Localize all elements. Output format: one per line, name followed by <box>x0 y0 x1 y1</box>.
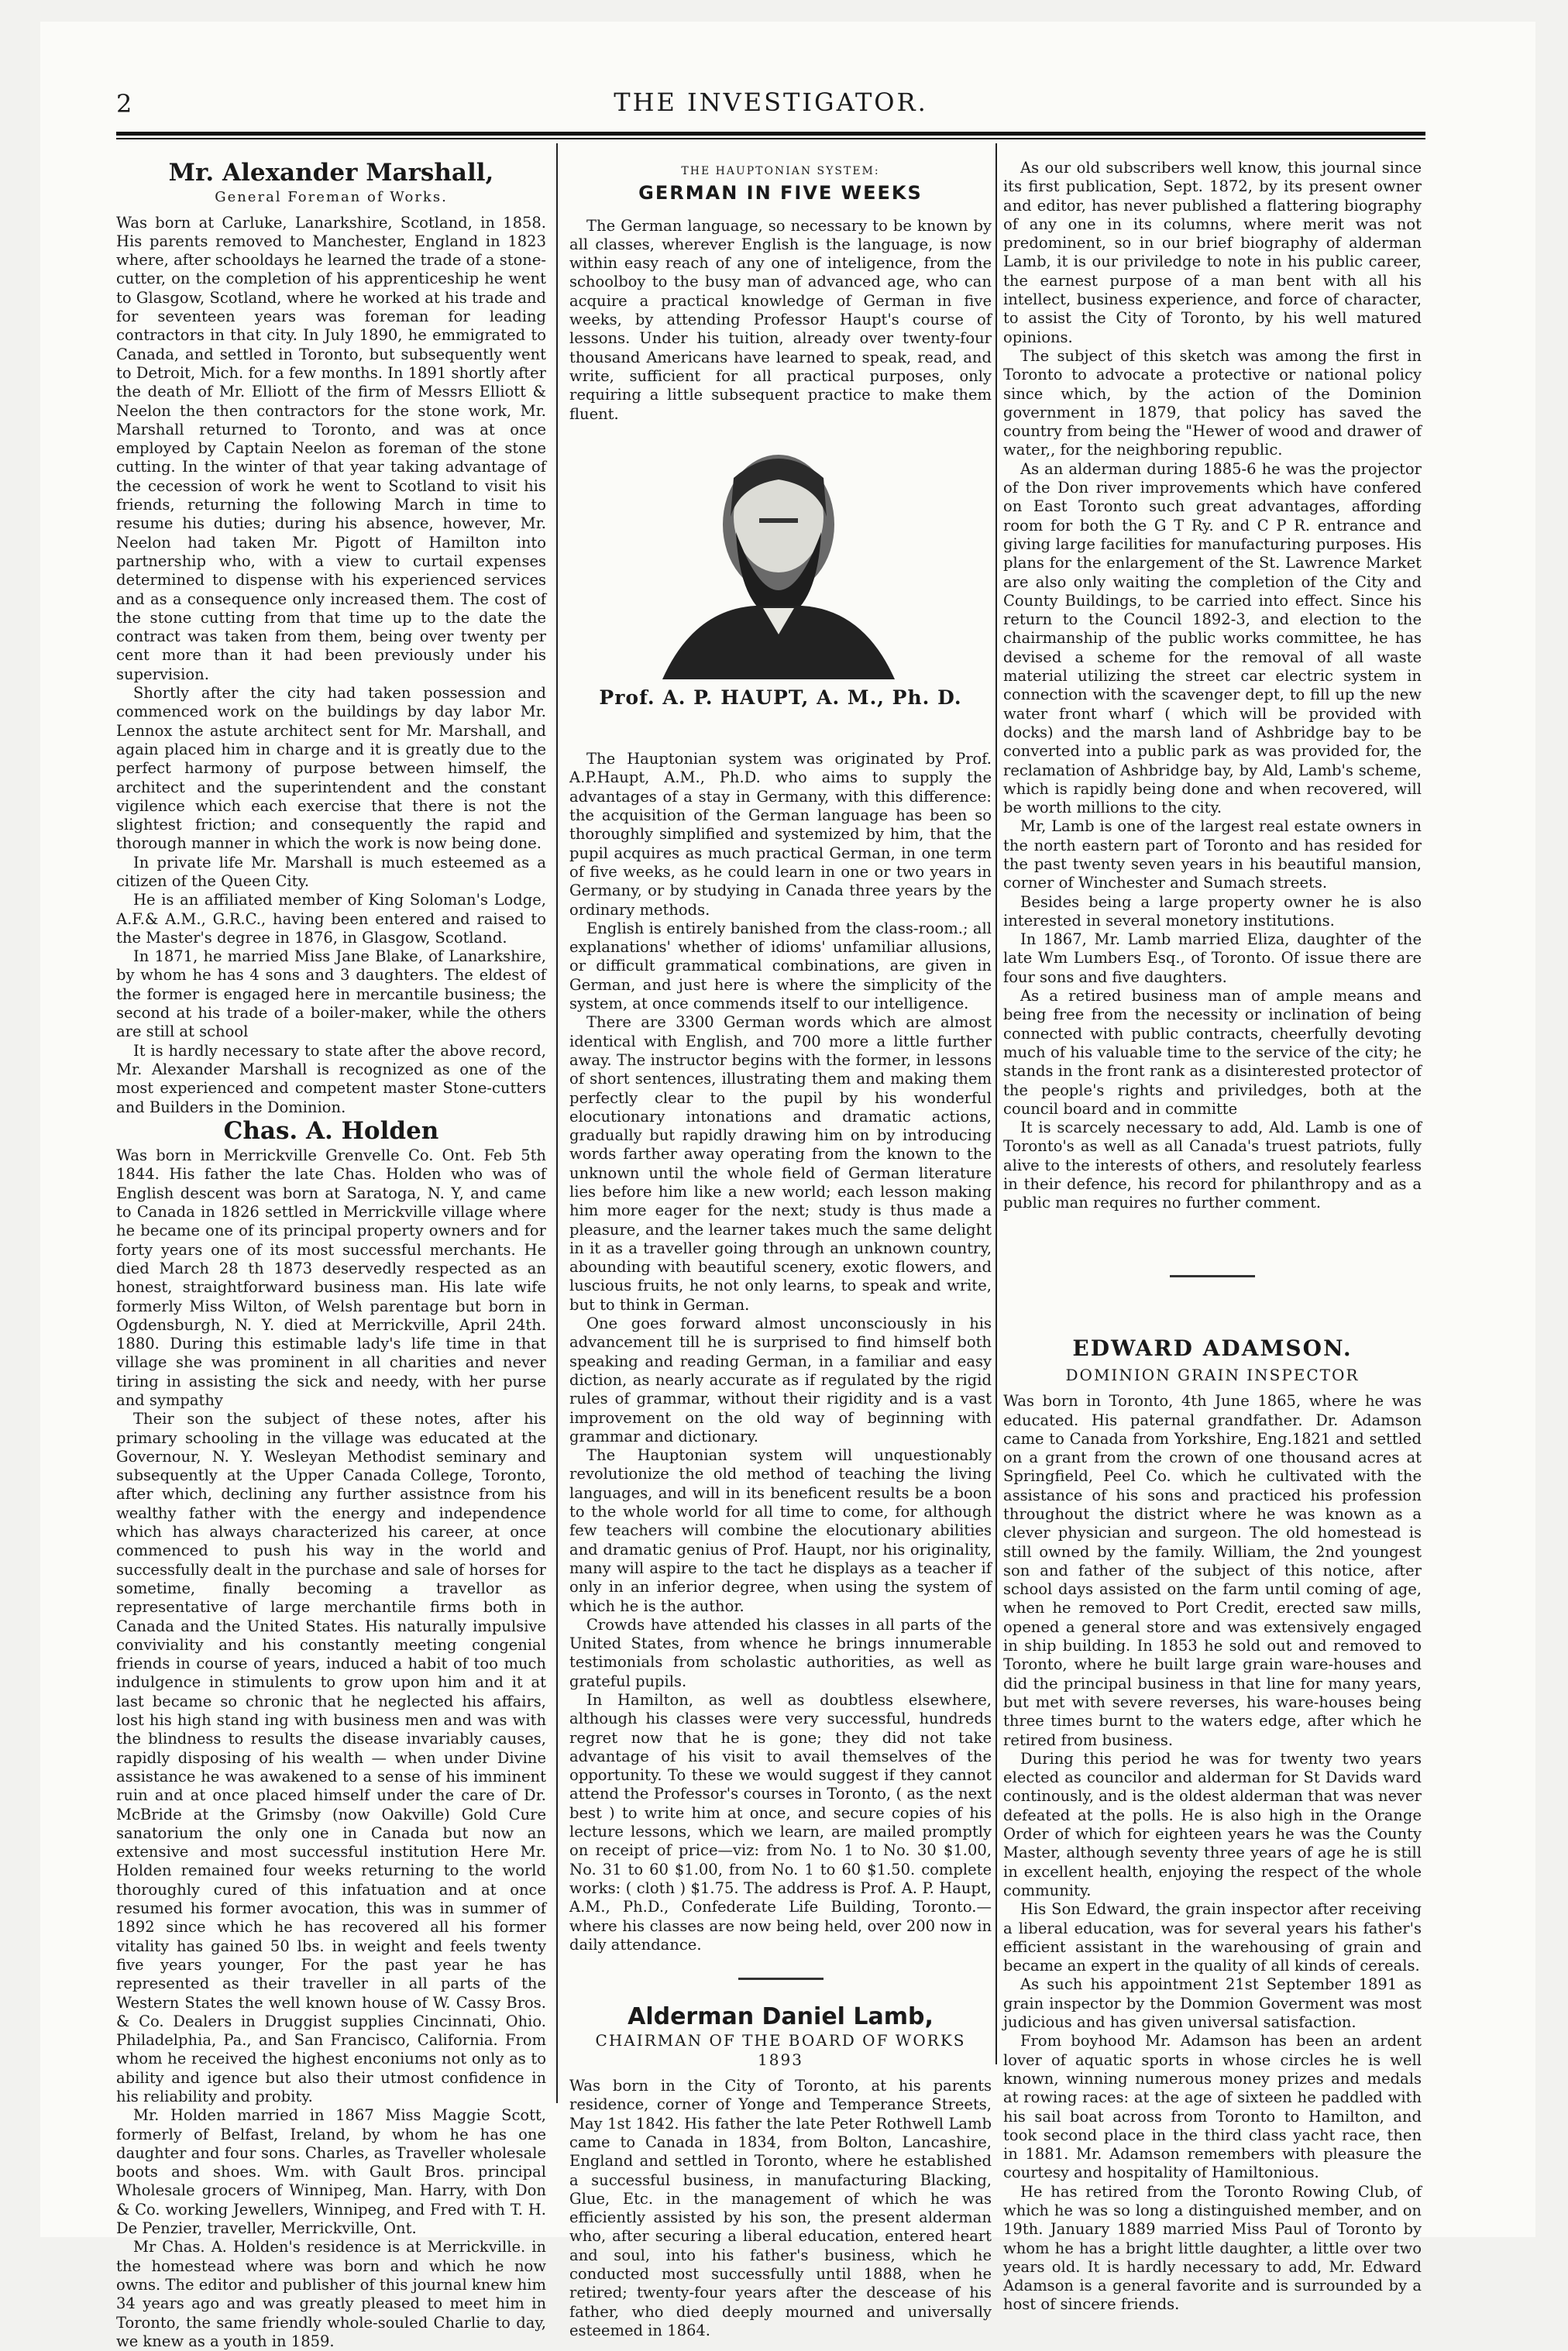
adamson-paragraph: His Son Edward, the grain inspector after receiving a liberal education, was for several years his father's efficient assistant in the warehousing of grain and became an expert in the quality of all kinds of cereals. <box>1003 1900 1422 1975</box>
column-left <box>116 159 546 2351</box>
lamb-paragraph: Was born in the City of Toronto, at his parents residence, corner of Yonge and Temperance Streets, May 1st 1842. His father the late Peter Rothwell Lamb came to Canada in 1834, from Bolton, Lancashire, England and settled in Toronto, where he established a successful business, in manufacturing Blacking, Glue, Etc. in the management of which he was efficiently assisted by his son, the present alderman who, after securing a liberal education, entered heart and soul, into his father's business, which he conducted most successfully until 1888, when he retired; twenty-four years after the descease of his father, who died deeply mourned and universally esteemed in 1864. <box>569 2077 992 2339</box>
lamb-continued-paragraph: The subject of this sketch was among the first in Toronto to advocate a protective or national policy since which, by the action of the Dominion government in 1879, that policy has saved the country from being the "Hewer of wood and drawer of water,, for the neighboring republic. <box>1003 346 1422 459</box>
lamb-continued-paragraph: As our old subscribers well know, this journal since its first publication, Sept. 1872, by its present owner and editor, has never published a flattering biography of any one in its columns, where merit was not predominent, so in our brief biography of alderman Lamb, it is our priviledge to note in his public career, the earnest purpose of a man bent with all his intellect, business experience, and force of character, to assist the City of Toronto, by his well matured opinions. <box>1003 159 1422 346</box>
column-rule-1 <box>556 143 558 2103</box>
page-number: 2 <box>116 89 132 119</box>
article-title-lamb: Alderman Daniel Lamb, <box>628 2003 934 2031</box>
holden-paragraph: Their son the subject of these notes, after his primary schooling in the village was educated at the Governour, N. Y. Wesleyan Methodist seminary and subsequently at the Upper Canada College, Toronto, after which, declining any further assistnce from his wealthy father with the energy and independence which has always characterized his career, at once commenced to push his way in the world and successfully dealt in the purchase and sale of horses for sometime, finally becoming a travellor as representative of large merchantile firms both in Canada and the United States. His naturally impulsive conviviality and his constantly meeting congenial friends in course of years, induced a habit of too much indulgence in stimulents to grow upon him and it at last became so chronic that he neglected his affairs, lost his high stand ing with business men and was with the blindness to results the disease invariably causes, rapidly disposing of his wealth — when under Divine assistance he was awakened to a sense of his imminent ruin and at once placed himself under the care of Dr. McBride at the Grimsby (now Oakville) Gold Cure sanatorium the only one in Canada but now an extensive and most successful institution Here Mr. Holden remained four weeks returning to the world thoroughly cured of this infatuation and at once resumed his former avocation, this was in summer of 1892 since which he has recovered all his former vitality has gained 50 lbs. in weight and feels twenty five years younger, For the past year he has represented as their traveller in all parts of the Western States the well known house of W. Cassy Bros. & Co. Dealers in Druggist supplies Cincinnati, Ohio. Philadelphia, Pa., and San Francisco, California. From whom he received the highest enconiums not only as to ability and igence but also their utmost confidence in his reliability and probity. <box>116 1410 546 2105</box>
masthead: THE INVESTIGATOR. <box>614 88 928 117</box>
german-intro: The German language, so necessary to be known by all classes, wherever English is the language, is now within easy reach of any one of inteligence, from the schoolboy to the busy man of advanced age, who can acquire a practical knowledge of German in five weeks, by attending Professor Haupt's course of lessons. Under his tuition, already over twenty-four thousand Americans have learned to speak, read, and write, sufficient for all practical purposes, only requiring a little subsequent practice to make them fluent. <box>569 216 992 423</box>
article-title-adamson: EDWARD ADAMSON. <box>1072 1335 1353 1361</box>
article-subtitle-adamson: DOMINION GRAIN INSPECTOR <box>1065 1365 1360 1384</box>
german-paragraph: The Hauptonian system was originated by Prof. A.P.Haupt, A.M., Ph.D. who aims to supply the advantages of a stay in Germany, with this difference: the acquisition of the German language has been so thoroughly simplified and systemized by him, that the pupil acquires as much practical German, in one term of five weeks, as he could learn in one or two years in Germany, or by studying in Canada three years by the ordinary methods. <box>569 750 992 919</box>
adamson-paragraph: As such his appointment 21st September 1891 as grain inspector by the Dommion Goverment was most judicious and has given universal satisfaction. <box>1003 1975 1422 2032</box>
article-title-german: GERMAN IN FIVE WEEKS <box>638 182 923 205</box>
marshall-paragraph: Shortly after the city had taken possession and commenced work on the buildings by day labor Mr. Lennox the astute architect sent for Mr. Marshall, and again placed him in charge and it is greatly due to the perfect harmony of purpose between himself, the architect and the superintendent and the constant vigilence which each exercise that there is not the slightest friction; and consequently the rapid and thorough manner in which the work is now being done. <box>116 684 546 853</box>
article-subtitle-lamb: CHAIRMAN OF THE BOARD OF WORKS 1893 <box>595 2031 966 2069</box>
german-paragraph: English is entirely banished from the class-room.; all explanations' whether of idioms' unfamiliar allusions, or difficult grammatical combinations, are given in German, and just here is where the simplicity of the system, at once commends itself to our intelligence. <box>569 919 992 1013</box>
lamb-continued-paragraph: As an alderman during 1885-6 he was the projector of the Don river improvements which have confered on East Toronto such great advantages, affording room for both the G T Ry. and C P R. entrance and giving large facilities for manufacturing purposes. His plans for the enlargement of the St. Lawrence Market are also only waiting the completion of the City and County Buildings, to be carried into effect. Since his return to the Council 1892-3, and election to the chairmanship of the public works committee, he has devised a scheme for the removal of all waste material utilizing the street car electric system in connection with the scavenger dept, to fill up the new water front wharf ( which will be provided with docks) and the marsh land of Ashbridge bay to be converted into a public park as was provided for, the reclamation of Ashbridge bay, by Ald, Lamb's scheme, which is rapidly being done and when recovered, will be worth millions to the city. <box>1003 459 1422 817</box>
column-middle <box>569 159 992 2340</box>
article-kicker-hauptonian: THE HAUPTONIAN SYSTEM: <box>681 165 880 177</box>
header-rule-thick <box>116 132 1425 136</box>
marshall-paragraph: In private life Mr. Marshall is much esteemed as a citizen of the Queen City. <box>116 853 546 890</box>
section-divider <box>1170 1275 1255 1277</box>
lamb-continued-paragraph: As a retired business man of ample means and being free from the necessity or inclination of being connected with public contracts, cheerfully devoting much of his valuable time to the service of the city; he stands in the front rank as a disinterested protector of the people's rights and priviledges, both at the council board and in committe <box>1003 987 1422 1118</box>
marshall-paragraph: In 1871, he married Miss Jane Blake, of Lanarkshire, by whom he has 4 sons and 3 daughters. The eldest of the former is engaged here in mercantile business; the second at his trade of a boiler-maker, while the others are still at school <box>116 947 546 1041</box>
portrait-engraving <box>569 431 992 679</box>
portrait-caption: Prof. A. P. HAUPT, A. M., Ph. D. <box>599 686 962 709</box>
german-paragraph: One goes forward almost unconsciously in his advancement till he is surprised to find himself both speaking and reading German, in a familiar and easy diction, as nearly accurate as if regulated by the rigid rules of grammar, without their rigidity and is a vast improvement on the old way of beginning with grammar and dictionary. <box>569 1315 992 1445</box>
holden-paragraph: Was born in Merrickville Grenvelle Co. Ont. Feb 5th 1844. His father the late Chas. Holden who was of English descent was born at Saratoga, N. Y, and came to Canada in 1826 settled in Merrickville village where he became one of its principal property owners and for forty years one of its most successful merchants. He died March 28 th 1873 deservedly respected as an honest, straightforward business man. His late wife formerly Miss Wilton, of Welsh parentage but born in Ogdensburgh, N. Y. died at Merrickville, April 24th. 1880. During this estimable lady's life time in that village she was prominent in all charities and never tiring in assisting the sick and needy, with her purse and sympathy <box>116 1146 546 1409</box>
adamson-paragraph: Was born in Toronto, 4th June 1865, where he was educated. His paternal grandfather. Dr. Adamson came to Canada from Yorkshire, Eng.1821 and settled on a grant from the crown of one thousand acres at Springfield, Peel Co. which he cultivated with the assistance of his sons and practiced his profession throughout the district where he was known as a clever physician and surgeon. The old homestead is still owned by the family. William, the 2nd youngest son and father of the subject of this notice, after school days assisted on the farm until coming of age, when he removed to Port Credit, erected saw mills, opened a general store and was extensively engaged in ship building. In 1853 he sold out and removed to Toronto, where he built large grain ware-houses and did the principal business in that line for many years, but met with severe reverses, his ware-houses being three times burnt to the waters edge, after which he retired from business. <box>1003 1392 1422 1749</box>
marshall-paragraph: It is hardly necessary to state after the above record, Mr. Alexander Marshall is recognized as one of the most experienced and competent master Stone-cutters and Builders in the Dominion. <box>116 1041 546 1116</box>
page-header <box>116 81 1425 136</box>
adamson-paragraph: From boyhood Mr. Adamson has been an ardent lover of aquatic sports in whose circles he is well known, winning numerous money prizes and medals at rowing races: at the age of sixteen he paddled with his sail boat across from Toronto to Hamilton, and took second place in the third class yacht race, then in 1881. Mr. Adamson remembers with pleasure the courtesy and hospitality of Hamiltonious. <box>1003 2032 1422 2182</box>
column-rule-2 <box>995 143 997 2064</box>
adamson-paragraph: During this period he was for twenty two years elected as councilor and alderman for St Davids ward continously, and is the oldest alderman that was never defeated at the polls. He is also high in the Orange Order of which for eighteen years he was the County Master, although seventy three years of age he is still in excellent health, enjoying the respect of the whole community. <box>1003 1749 1422 1899</box>
article-title-holden: Chas. A. Holden <box>223 1116 439 1145</box>
marshall-paragraph: Was born at Carluke, Lanarkshire, Scotland, in 1858. His parents removed to Manchester, England in 1823 where, after schooldays he learned the trade of a stone-cutter, on the completion of his apprenticeship he went to Glasgow, Scotland, where he worked at his trade and for seventeen years was foreman for leading contractors in that city. In July 1890, he emmigrated to Canada, and settled in Toronto, but subsequently went to Detroit, Mich. for a few months. In 1891 shortly after the death of Mr. Elliott of the firm of Messrs Elliott & Neelon the then contractors for the stone work, Mr. Marshall returned to Toronto, and was at once employed by Captain Neelon as foreman of the stone cutting. In the winter of that year taking advantage of the cecession of work he went to Scotland to visit his friends, returning the following March in time to resume his duties; during his absence, however, Mr. Neelon had taken Mr. Pigott of Hamilton into partnership who, with a view to curtail expenses determined to dispense with his experienced services and as a consequence only increased them. The cost of the stone cutting from that time up to the date the contract was taken from them, being over twenty per cent more than it had been previously under his supervision. <box>116 213 546 683</box>
article-subtitle-marshall: General Foreman of Works. <box>215 189 448 206</box>
german-paragraph: In Hamilton, as well as doubtless elsewhere, although his classes were very successful, hundreds regret now that he is gone; they did not take advantage of his visit to avail themselves of the opportunity. To these we would suggest if they cannot attend the Professor's courses in Toronto, ( as the next best ) to write him at once, and secure copies of his lecture lessons, which we learn, are mailed promptly on receipt of price—viz: from No. 1 to No. 30 $1.00, No. 31 to 60 $1.00, from No. 1 to 60 $1.50. complete works: ( cloth ) $1.75. The address is Prof. A. P. Haupt, A.M., Ph.D., Confederate Life Building, Toronto.—where his classes are now being held, over 200 now in daily attendance. <box>569 1691 992 1954</box>
holden-paragraph: Mr Chas. A. Holden's residence is at Merrickville. in the homestead where was born and which he now owns. The editor and publisher of this journal knew him 34 years ago and was greatly pleased to meet him in Toronto, the same friendly whole-souled Charlie to day, we knew as a youth in 1859. <box>116 2238 546 2350</box>
adamson-paragraph: He has retired from the Toronto Rowing Club, of which he was so long a distinguished member, and on 19th. January 1889 married Miss Paul of Toronto by whom he has a bright little daughter, a little over two years old. It is hardly necessary to add, Mr. Edward Adamson is a general favorite and is surrounded by a host of sincere friends. <box>1003 2182 1422 2314</box>
section-divider <box>738 1978 824 1980</box>
german-paragraph: The Hauptonian system will unquestionably revolutionize the old method of teaching the living languages, and will in its beneficent results be a boon to the whole world for all time to come, for although few teachers will combine the elocutionary abilities and dramatic genius of Prof. Haupt, nor his originality, many will aspire to the tact he displays as a teacher if only in an inferior degree, when using the system of which he is the author. <box>569 1446 992 1615</box>
lamb-continued-paragraph: In 1867, Mr. Lamb married Eliza, daughter of the late Wm Lumbers Esq., of Toronto. Of issue there are four sons and five daughters. <box>1003 930 1422 986</box>
german-paragraph: There are 3300 German words which are almost identical with English, and 700 more a little further away. The instructor begins with the former, in lessons of short sentences, illustrating them and making them perfectly clear to the pupil by his wonderful elocutionary intonations and dramatic actions, gradually but rapidly drawing him on by introducing words farther away operating from the known to the unknown until the whole field of German literature lies before him like a new world; each lesson making him more eager for the next; study is thus made a pleasure, and the learner takes much the same delight in it as a traveller going through an unknown country, abounding with beautiful scenery, exotic flowers, and luscious fruits, he not only learns, to speak and write, but to think in German. <box>569 1013 992 1314</box>
column-right <box>1003 159 1422 2315</box>
header-rule-thin <box>116 138 1425 139</box>
lamb-continued-paragraph: It is scarcely necessary to add, Ald. Lamb is one of Toronto's as well as all Canada's truest patriots, fully alive to the interests of others, and resolutely fearless in their defence, his record for philanthropy and as a public man requires no further comment. <box>1003 1119 1422 1212</box>
lamb-continued-paragraph: Mr, Lamb is one of the largest real estate owners in the north eastern part of Toronto and has resided for the past twenty seven years in his beautiful mansion, corner of Winchester and Sumach streets. <box>1003 817 1422 892</box>
article-title-marshall: Mr. Alexander Marshall, <box>168 159 494 187</box>
portrait-haupt-image <box>647 431 910 679</box>
holden-paragraph: Mr. Holden married in 1867 Miss Maggie Scott, formerly of Belfast, Ireland, by whom he has one daughter and four sons. Charles, as Traveller wholesale boots and shoes. Wm. with Gault Bros. principal Wholesale grocers of Winnipeg, Man. Harry, with Don & Co. working Jewellers, Winnipeg, and Fred with T. H. De Penzier, traveller, Merrickville, Ont. <box>116 2106 546 2238</box>
german-paragraph: Crowds have attended his classes in all parts of the United States, from whence he brings innumerable testimonials from scholastic authorities, as well as grateful pupils. <box>569 1615 992 1690</box>
marshall-paragraph: He is an affiliated member of King Soloman's Lodge, A.F.& A.M., G.R.C., having been entered and raised to the Master's degree in 1876, in Glasgow, Scotland. <box>116 891 546 947</box>
lamb-continued-paragraph: Besides being a large property owner he is also interested in several monetory institutions. <box>1003 892 1422 930</box>
